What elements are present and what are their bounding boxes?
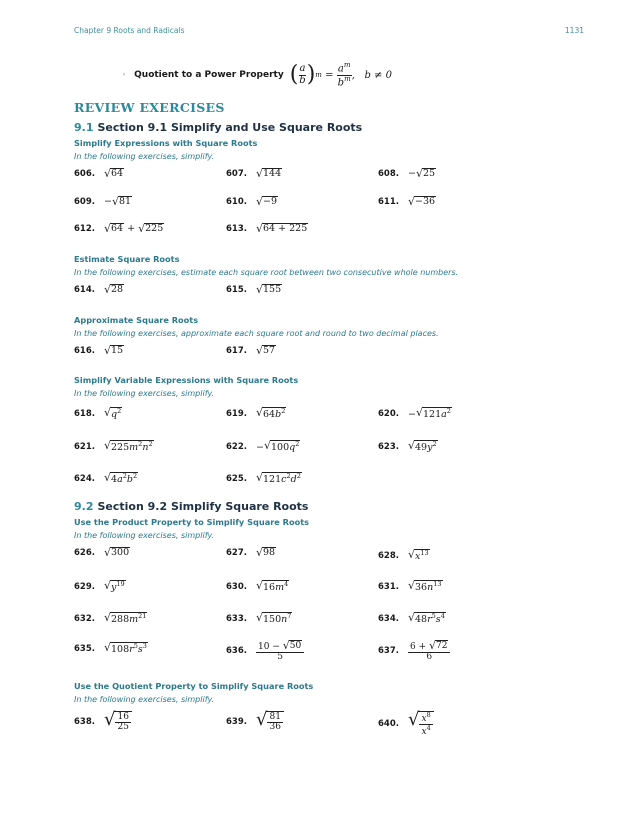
exercise-628: 628. √ $x^{13}$ (378, 548, 429, 563)
exercise-624: 624. √ $4a^2b^2$ (74, 471, 138, 486)
review-exercises-title: REVIEW EXERCISES (74, 100, 225, 115)
exercise-640: 640. √ $\frac{x^8}{x^4}$ (378, 711, 434, 738)
exercise-616: 616. √ 15 (74, 344, 124, 357)
exercise-620: 620. − √ $121a^2$ (378, 406, 451, 421)
exercise-612: 612. √ 64 + √ 225 (74, 222, 164, 235)
instructions: In the following exercises, simplify. (74, 531, 215, 540)
subsection-title: Simplify Expressions with Square Roots (74, 138, 258, 148)
exercise-622: 622. − √ $100q^2$ (226, 439, 300, 454)
exercise-635: 635. √ $108r^5s^3$ (74, 641, 147, 656)
subsection-title: Use the Quotient Property to Simplify Square Roots (74, 681, 314, 691)
exercise-629: 629. √ $y^{19}$ (74, 579, 125, 594)
property-label: Quotient to a Power Property (134, 70, 284, 81)
exercise-611: 611. √ −36 (378, 195, 436, 208)
exercise-607: 607. √ 144 (226, 167, 282, 180)
exercise-621: 621. √ $225m^2n^2$ (74, 439, 153, 454)
property-condition: b ≠ 0 (364, 69, 392, 81)
exercise-632: 632. √ $288m^{21}$ (74, 611, 147, 626)
subsection-title: Simplify Variable Expressions with Square Roots (74, 375, 299, 385)
page-number: 1131 (564, 26, 584, 35)
exercise-618: 618. √ $q^2$ (74, 406, 122, 421)
exercise-623: 623. √ $49y^2$ (378, 439, 437, 454)
subsection-title: Estimate Square Roots (74, 254, 180, 264)
quotient-power-property (122, 62, 392, 89)
exercise-606: 606. √ 64 (74, 167, 124, 180)
property-formula: ( $\frac{a}{b}$ ) m = $\frac{a^m}{b^m}$ , b ≠ 0 (289, 61, 392, 89)
exercise-619: 619. √ $64b^2$ (226, 406, 286, 421)
exercise-636: 636. 10 − √ 50 5 (226, 640, 304, 663)
instructions: In the following exercises, simplify. (74, 695, 215, 704)
exercise-610: 610. √ −9 (226, 195, 278, 208)
exercise-608: 608. − √ 25 (378, 167, 436, 180)
subsection-title: Use the Product Property to Simplify Square Roots (74, 517, 309, 527)
instructions: In the following exercises, estimate each square root between two consecutive whole numbers. (74, 268, 459, 277)
chapter-header: Chapter 9 Roots and Radicals (74, 26, 185, 35)
exercise-615: 615. √ 155 (226, 283, 282, 296)
instructions: In the following exercises, simplify. (74, 152, 215, 161)
instructions: In the following exercises, simplify. (74, 389, 215, 398)
exercise-609: 609. − √ 81 (74, 195, 132, 208)
exercise-633: 633. √ $150n^7$ (226, 611, 292, 626)
exercise-631: 631. √ $36n^{13}$ (378, 579, 442, 594)
instructions: In the following exercises, approximate each square root and round to two decimal places. (74, 329, 439, 338)
bullet-icon: ◦ (122, 71, 127, 80)
exercise-614: 614. √ 28 (74, 283, 124, 296)
exercise-613: 613. √ 64 + 225 (226, 222, 308, 235)
exercise-634: 634. √ $48r^5s^4$ (378, 611, 445, 626)
subsection-title: Approximate Square Roots (74, 315, 199, 325)
section-9-1-title: 9.1 Section 9.1 Simplify and Use Square Roots (74, 121, 363, 134)
exercise-630: 630. √ $16m^4$ (226, 579, 289, 594)
exercise-625: 625. √ $121c^2d^2$ (226, 471, 301, 486)
exercise-638: 638. √ $\frac{16}{25}$ (74, 711, 132, 733)
section-9-2-title: 9.2 Section 9.2 Simplify Square Roots (74, 500, 309, 513)
exercise-617: 617. √ 57 (226, 344, 276, 357)
exercise-627: 627. √ 98 (226, 546, 276, 559)
exercise-626: 626. √ 300 (74, 546, 130, 559)
exercise-637: 637. 6 + √ 72 6 (378, 640, 450, 663)
exercise-639: 639. √ $\frac{81}{36}$ (226, 711, 284, 733)
